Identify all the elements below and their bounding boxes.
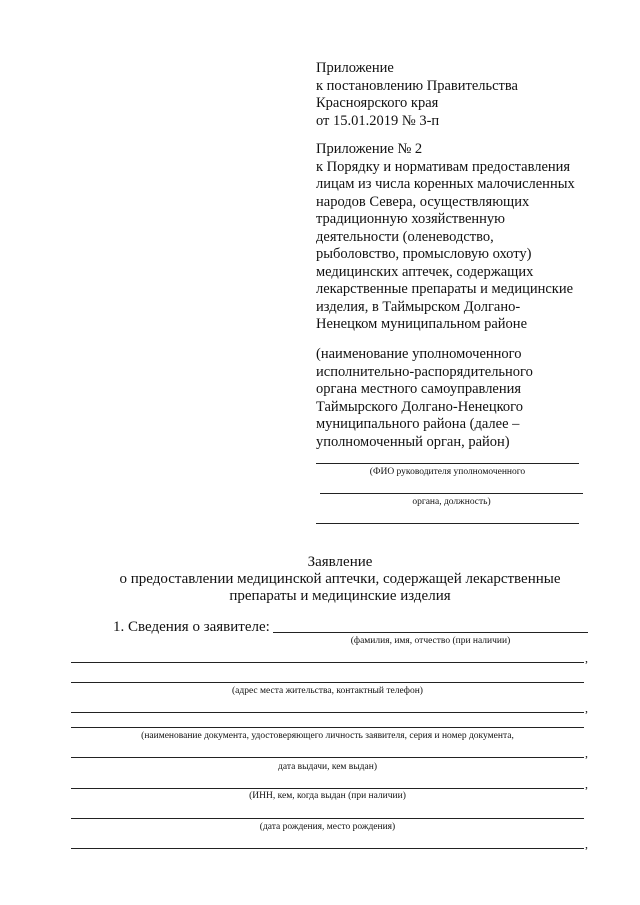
document-field[interactable] xyxy=(71,727,584,728)
head-extra-line[interactable] xyxy=(316,523,579,524)
head-name-line[interactable] xyxy=(316,463,579,464)
appendix-2-line: деятельности (оленеводство, xyxy=(316,228,494,245)
fio-caption: (фамилия, имя, отчество (при наличии) xyxy=(350,636,511,646)
title-line-3: препараты и медицинские изделия xyxy=(229,588,451,604)
appendix-line: к постановлению Правительства xyxy=(316,77,518,94)
comma: , xyxy=(585,746,588,760)
comma: , xyxy=(585,651,588,665)
address-caption: (адрес места жительства, контактный телефон) xyxy=(232,686,423,696)
appendix-2-line: лицам из числа коренных малочисленных xyxy=(316,176,575,192)
authority-line: Таймырского Долгано-Ненецкого xyxy=(316,398,523,415)
inn-field[interactable] xyxy=(71,788,584,789)
authority-line: уполномоченный орган, район) xyxy=(316,433,510,450)
title-line-1: Заявление xyxy=(307,554,373,570)
authority-line: исполнительно-распорядительного xyxy=(316,363,533,380)
appendix-2-line: лекарственные препараты и медицинские xyxy=(316,281,574,297)
document-title xyxy=(60,554,620,605)
inn-caption: (ИНН, кем, когда выдан (при наличии) xyxy=(249,791,406,801)
birth-continue-field[interactable] xyxy=(71,848,584,849)
fio-continue-field[interactable] xyxy=(71,662,584,663)
comma: , xyxy=(585,837,588,851)
issue-caption: дата выдачи, кем выдан) xyxy=(278,762,377,772)
authority-line: органа местного самоуправления xyxy=(316,381,522,397)
birth-field[interactable] xyxy=(71,818,584,819)
authority-line: (наименование уполномоченного xyxy=(316,346,522,362)
fio-field[interactable] xyxy=(273,632,588,633)
address-field[interactable] xyxy=(71,682,584,683)
issue-field[interactable] xyxy=(71,757,584,758)
appendix-2-line: народов Севера, осуществляющих xyxy=(316,193,530,210)
appendix-line: Красноярского края xyxy=(316,95,439,111)
comma: , xyxy=(585,777,588,791)
appendix-2-line: изделия, в Таймырском Долгано- xyxy=(316,298,521,315)
authority-line: муниципального района (далее – xyxy=(316,416,520,432)
title-line-2: о предоставлении медицинской аптечки, содержащей лекарственные xyxy=(119,571,561,587)
appendix-2-line: Ненецком муниципальном районе xyxy=(316,316,528,332)
appendix-header xyxy=(316,60,616,130)
document-caption: (наименование документа, удостоверяющего личность заявителя, серия и номер документа, xyxy=(141,731,514,741)
appendix-2-header xyxy=(316,141,616,334)
head-position-line[interactable] xyxy=(320,493,583,494)
applicant-label: 1. Сведения о заявителе: xyxy=(113,619,270,635)
appendix-2-line: рыболовство, промысловую охоту) xyxy=(316,246,532,262)
head-caption-1: (ФИО руководителя уполномоченного xyxy=(369,467,526,477)
appendix-2-line: Приложение № 2 xyxy=(316,141,423,157)
authority-block xyxy=(316,346,616,451)
comma: , xyxy=(585,701,588,715)
appendix-2-line: традиционную хозяйственную xyxy=(316,211,506,227)
birth-caption: (дата рождения, место рождения) xyxy=(259,822,396,832)
appendix-line: от 15.01.2019 № 3-п xyxy=(316,112,440,129)
address-continue-field[interactable] xyxy=(71,712,584,713)
appendix-2-line: к Порядку и нормативам предоставления xyxy=(316,158,571,175)
appendix-2-line: медицинских аптечек, содержащих xyxy=(316,263,534,280)
appendix-line: Приложение xyxy=(316,60,394,76)
head-caption-2: органа, должность) xyxy=(412,497,491,507)
